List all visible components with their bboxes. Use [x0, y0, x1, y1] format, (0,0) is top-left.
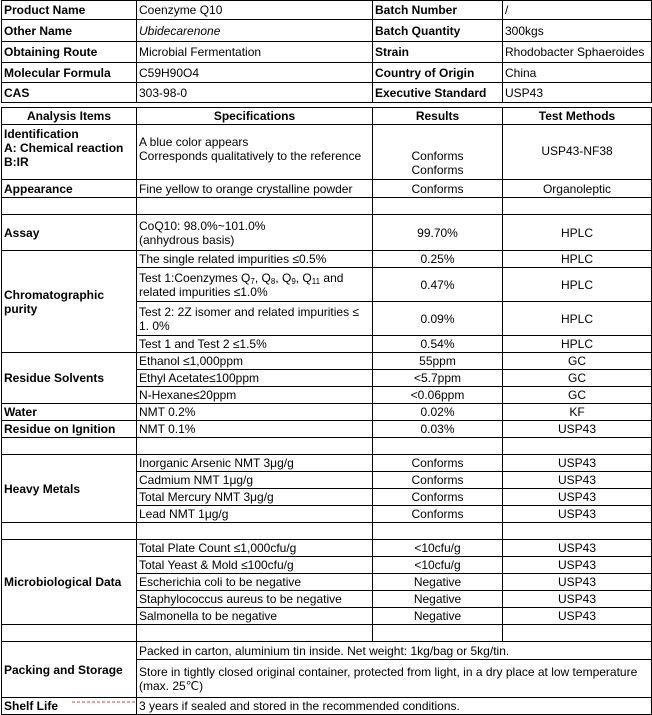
standard-value: USP43: [503, 83, 652, 103]
ignition-method: USP43: [503, 421, 652, 438]
product-info-table: [1, 0, 652, 103]
water-row: [2, 404, 652, 421]
solvents-label: Residue Solvents: [2, 353, 137, 404]
solvents-method-3: GC: [503, 387, 652, 404]
assay-label: Assay: [2, 215, 137, 251]
molecular-formula-label: Molecular Formula: [2, 63, 137, 83]
shelf-life-text: 3 years if sealed and stored in the recommended conditions.: [137, 698, 652, 715]
solvents-method-1: GC: [503, 353, 652, 370]
heavy-result-3: Conforms: [373, 489, 503, 506]
micro-method-1: USP43: [503, 540, 652, 557]
country-label: Country of Origin: [373, 63, 503, 83]
assay-result: 99.70%: [373, 215, 503, 251]
decorative-underline: [72, 701, 136, 703]
identification-spec: [137, 125, 373, 180]
assay-spec: [137, 215, 373, 251]
solvents-spec-2: Ethyl Acetate≤100ppm: [137, 370, 373, 387]
spec-text: Test 1:Coenzymes Q: [139, 270, 251, 285]
col-header-methods: Test Methods: [503, 108, 652, 125]
identification-label-line3: B:IR: [4, 155, 29, 169]
heavy-result-2: Conforms: [373, 472, 503, 489]
other-name-value: Ubidecarenone: [137, 20, 373, 42]
micro-result-3: Negative: [373, 574, 503, 591]
solvents-result-1: 55ppm: [373, 353, 503, 370]
chromatographic-spec-2: [137, 268, 373, 302]
chromatographic-result-4: 0.54%: [373, 336, 503, 353]
water-method: KF: [503, 404, 652, 421]
micro-result-1: <10cfu/g: [373, 540, 503, 557]
solvents-spec-3: N-Hexane≤20ppm: [137, 387, 373, 404]
micro-row-1: [2, 540, 652, 557]
heavy-method-3: USP43: [503, 489, 652, 506]
obtaining-route-label: Obtaining Route: [2, 42, 137, 63]
spacer-row: [2, 438, 652, 455]
identification-label-line2: A: Chemical reaction: [4, 141, 124, 155]
chromatographic-method-1: HPLC: [503, 251, 652, 268]
batch-quantity-value: 300kgs: [503, 20, 652, 42]
micro-label: Microbiological Data: [2, 540, 137, 625]
micro-spec-3: Escherichia coli to be negative: [137, 574, 373, 591]
chromatographic-method-3: HPLC: [503, 302, 652, 336]
appearance-method: Organoleptic: [503, 180, 652, 198]
info-row-cas: [2, 83, 652, 103]
heavy-method-2: USP43: [503, 472, 652, 489]
col-header-items: Analysis Items: [2, 108, 137, 125]
chromatographic-spec-1: The single related impurities ≤0.5%: [137, 251, 373, 268]
solvents-result-3: <0.06ppm: [373, 387, 503, 404]
water-label: Water: [2, 404, 137, 421]
heavy-spec-2: Cadmium NMT 1μg/g: [137, 472, 373, 489]
spec-text: , Q: [295, 270, 312, 285]
micro-method-3: USP43: [503, 574, 652, 591]
info-row-other: [2, 20, 652, 42]
batch-quantity-label: Batch Quantity: [373, 20, 503, 42]
water-result: 0.02%: [373, 404, 503, 421]
spec-text: , Q: [254, 270, 271, 285]
batch-number-value: /: [503, 1, 652, 20]
subscript: 8: [270, 276, 276, 286]
other-name-label: Other Name: [2, 20, 137, 42]
standard-label: Executive Standard: [373, 83, 503, 103]
solvents-spec-1: Ethanol ≤1,000ppm: [137, 353, 373, 370]
chromatographic-spec-3: [137, 302, 373, 336]
product-name-value: Coenzyme Q10: [137, 1, 373, 20]
subscript: 7: [250, 276, 255, 286]
ignition-result: 0.03%: [373, 421, 503, 438]
identification-method: USP43-NF38: [503, 125, 652, 180]
appearance-spec: Fine yellow to orange crystalline powder: [137, 180, 373, 198]
heavy-result-1: Conforms: [373, 455, 503, 472]
chromatographic-result-1: 0.25%: [373, 251, 503, 268]
spacer-row: [2, 625, 652, 642]
appearance-result: Conforms: [373, 180, 503, 198]
identification-label: [2, 125, 137, 180]
micro-method-4: USP43: [503, 591, 652, 608]
micro-spec-1: Total Plate Count ≤1,000cfu/g: [137, 540, 373, 557]
heavy-method-4: USP43: [503, 506, 652, 523]
heavy-spec-1: Inorganic Arsenic NMT 3μg/g: [137, 455, 373, 472]
micro-result-2: <10cfu/g: [373, 557, 503, 574]
chromatographic-row-1: [2, 251, 652, 268]
chromatographic-label: Chromatographic purity: [2, 251, 137, 353]
chromatographic-spec-4: Test 1 and Test 2 ≤1.5%: [137, 336, 373, 353]
heavy-spec-4: Lead NMT 1μg/g: [137, 506, 373, 523]
strain-value: Rhodobacter Sphaeroides: [503, 42, 652, 63]
storage-text: [137, 660, 652, 698]
identification-spec-line1: A blue color appears: [139, 135, 249, 149]
appearance-row: [2, 180, 652, 198]
chromatographic-spec-2-line1: [139, 271, 370, 285]
micro-method-5: USP43: [503, 608, 652, 625]
subscript: 9: [291, 276, 296, 286]
identification-label-line1: Identification: [4, 127, 79, 141]
solvents-method-2: GC: [503, 370, 652, 387]
subscript: 11: [311, 276, 321, 286]
micro-result-4: Negative: [373, 591, 503, 608]
ignition-spec: NMT 0.1%: [137, 421, 373, 438]
micro-result-5: Negative: [373, 608, 503, 625]
chromatographic-spec-3-line2: 1. 0%: [139, 318, 170, 333]
identification-result: [373, 125, 503, 180]
heavy-result-4: Conforms: [373, 506, 503, 523]
micro-method-2: USP43: [503, 557, 652, 574]
cas-value: 303-98-0: [137, 83, 373, 103]
analysis-table: [1, 107, 652, 715]
chromatographic-spec-3-line1: Test 2: 2Z isomer and related impurities ≤: [139, 304, 360, 319]
shelf-life-label: Shelf Life: [2, 698, 137, 715]
assay-method: HPLC: [503, 215, 652, 251]
chromatographic-spec-2-line2: related impurities ≤1.0%: [139, 284, 268, 299]
storage-line-2: (max. 25℃): [139, 678, 204, 693]
storage-line-1: Store in tightly closed original container, protected from light, in a dry place at low temperature: [139, 664, 638, 679]
batch-number-label: Batch Number: [373, 1, 503, 20]
identification-spec-line2: Corresponds qualitatively to the reference: [139, 149, 362, 163]
micro-spec-2: Total Yeast & Mold ≤100cfu/g: [137, 557, 373, 574]
chromatographic-method-2: HPLC: [503, 268, 652, 302]
spec-text: and: [320, 270, 344, 285]
packing-label: Packing and Storage: [2, 642, 137, 698]
heavy-method-1: USP43: [503, 455, 652, 472]
micro-spec-5: Salmonella to be negative: [137, 608, 373, 625]
info-row-product: [2, 1, 652, 20]
packing-row-1: [2, 642, 652, 660]
solvents-result-2: <5.7ppm: [373, 370, 503, 387]
strain-label: Strain: [373, 42, 503, 63]
assay-row: [2, 215, 652, 251]
info-row-route: [2, 42, 652, 63]
column-header-row: [2, 108, 652, 125]
cas-label: CAS: [2, 83, 137, 103]
heavy-row-1: [2, 455, 652, 472]
info-row-formula: [2, 63, 652, 83]
heavy-metals-label: Heavy Metals: [2, 455, 137, 523]
obtaining-route-value: Microbial Fermentation: [137, 42, 373, 63]
solvents-row-1: [2, 353, 652, 370]
packing-line-1: Packed in carton, aluminium tin inside. Net weight: 1kg/bag or 5kg/tin.: [137, 642, 652, 660]
chromatographic-result-2: 0.47%: [373, 268, 503, 302]
micro-spec-4: Staphylococcus aureus to be negative: [137, 591, 373, 608]
country-value: China: [503, 63, 652, 83]
identification-result-line1: Conforms: [411, 149, 464, 163]
product-name-label: Product Name: [2, 1, 137, 20]
spacer-row: [2, 198, 652, 215]
col-header-results: Results: [373, 108, 503, 125]
spec-text: , Q: [275, 270, 292, 285]
identification-row: [2, 125, 652, 180]
heavy-spec-3: Total Mercury NMT 3μg/g: [137, 489, 373, 506]
water-spec: NMT 0.2%: [137, 404, 373, 421]
appearance-label: Appearance: [2, 180, 137, 198]
ignition-row: [2, 421, 652, 438]
ignition-label: Residue on Ignition: [2, 421, 137, 438]
chromatographic-method-4: HPLC: [503, 336, 652, 353]
assay-spec-line2: (anhydrous basis): [139, 232, 235, 247]
molecular-formula-value: C59H90O4: [137, 63, 373, 83]
spacer-row: [2, 523, 652, 540]
assay-spec-line1: CoQ10: 98.0%~101.0%: [139, 218, 266, 233]
col-header-specs: Specifications: [137, 108, 373, 125]
chromatographic-result-3: 0.09%: [373, 302, 503, 336]
identification-result-line2: Conforms: [411, 163, 464, 177]
